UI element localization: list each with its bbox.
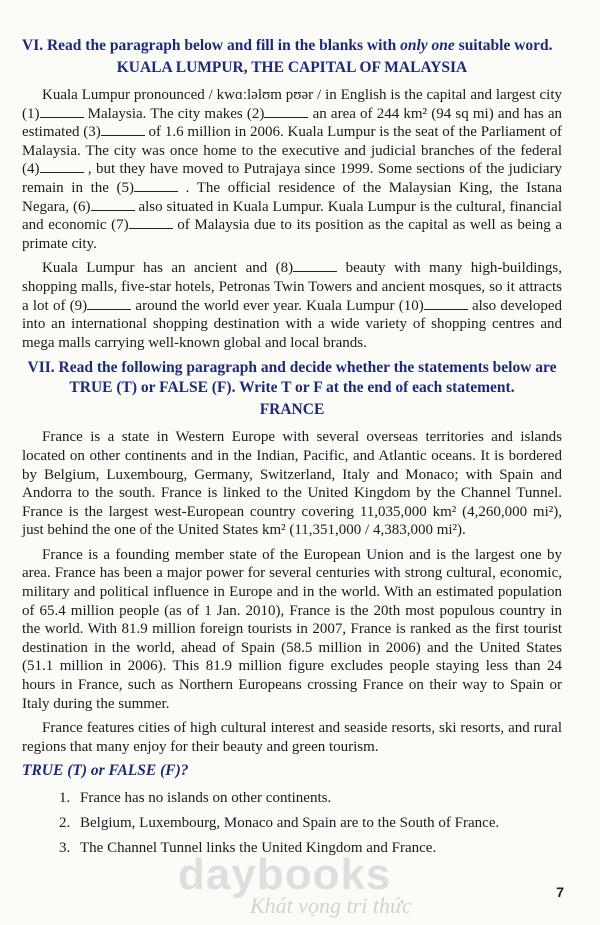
watermark-tagline: Khát vọng tri thức — [250, 893, 412, 918]
blank-6 — [91, 198, 135, 211]
text-run: of 1.6 million in 2006. Kuala Lumpur is the seat of the Parliament of Malaysia. The city was once home to the executive and judicial branches of the federal (4) — [22, 124, 562, 178]
section-6-title: KUALA LUMPUR, THE CAPITAL OF MALAYSIA — [116, 59, 468, 76]
watermark-brand: daybooks — [178, 850, 392, 899]
text-run: also developed into an international shopping destination with a wide variety of shopping centres and mega malls carrying well-known global and local brands. — [22, 297, 562, 351]
france-paragraph-3: France features cities of high cultural interest and seaside resorts, ski resorts, and rural regions that many enjoy for their beauty and green tourism. — [22, 720, 562, 755]
kl-paragraph-1 — [22, 86, 562, 253]
blank-5 — [134, 179, 178, 192]
france-paragraph-2: France is a founding member state of the European Union and is the largest one by area. France has been a major power for several centuries with strong cultural, economic, military and political influence in Europe and in the world. With an estimated population of 65.4 million people (as of 1 Jan. 2010), France is the 20th most populous country in the world. With 81.9 million foreign tourists in 2007, France is ranked as the first tourist destination in the world, ahead of Spain (58.5 million in 2006) and the United States (51.1 million in 2006). This 81.9 million figure excludes people staying less than 24 hours in France, such as Northern Europeans crossing France on their way to Spain or Italy during the summer. — [22, 546, 562, 712]
blank-9 — [87, 297, 131, 310]
statement-item: 3. The Channel Tunnel links the United Kingdom and France. — [74, 836, 562, 861]
heading-emphasis: only one — [400, 37, 455, 54]
section-7-heading: VII. Read the following paragraph and decide whether the statements below are TRUE (T) or FALSE (F). Write T or F at the end of each statement. — [27, 359, 557, 397]
blank-1 — [40, 105, 84, 118]
page-content — [22, 36, 562, 861]
blank-3 — [101, 123, 145, 136]
page-number: 7 — [556, 884, 564, 900]
blank-10 — [424, 297, 468, 310]
text-run: . The official residence of the Malaysian King, the Istana Negara, (6) — [22, 179, 562, 215]
statement-item: 1. France has no islands on other continents. — [74, 786, 562, 811]
blank-7 — [129, 216, 173, 229]
text-run: also situated in Kuala Lumpur. Kuala Lumpur is the cultural, financial and economic (7) — [22, 198, 562, 234]
heading-text: suitable word. — [454, 37, 553, 54]
section-7-title: FRANCE — [259, 401, 325, 419]
statement-item: 2. Belgium, Luxembourg, Monaco and Spain are to the South of France. — [74, 811, 562, 836]
text-run: Kuala Lumpur pronounced / kwɑːləlʊm pʊər / in English is the capital and largest city (1) — [22, 87, 562, 122]
text-run: of Malaysia due to its position as the capital as well as being a primate city. — [22, 217, 562, 252]
text-run: beauty with many high-buildings, shopping malls, five-star hotels, Petronas Twin Towers and ancient mosques, so it attracts a lot of (9) — [22, 260, 563, 314]
text-run: , but they have moved to Putrajaya since 1999. Some sections of the judiciary remain in the (5) — [22, 161, 562, 196]
blank-8 — [293, 259, 337, 272]
heading-text: VI. Read the paragraph below and fill in the blanks with — [22, 37, 401, 54]
text-run: Malaysia. The city makes (2) — [83, 105, 265, 122]
blank-4 — [40, 160, 84, 173]
true-false-heading: TRUE (T) or FALSE (F)? — [22, 762, 189, 780]
france-paragraph-1: France is a state in Western Europe with several overseas territories and islands located on other continents and in the Indian, Pacific, and Atlantic oceans. It is bordered by Belgium, Luxembourg, Germany, Switzerland, Italy and Monaco; with Spain and Andorra to the south. France is linked to the United Kingdom by the Channel Tunnel. France is the largest west-European country covering 11,035,000 km² (4,260,000 mi²), just behind the one of the United States km² (11,351,000 / 4,383,000 mi²). — [22, 429, 562, 539]
text-run: around the world ever year. Kuala Lumpur (10) — [131, 297, 424, 314]
kl-paragraph-2 — [22, 259, 562, 352]
blank-2 — [264, 105, 308, 118]
section-6-heading — [22, 36, 562, 56]
text-run: Kuala Lumpur has an ancient and (8) — [42, 260, 294, 277]
text-run: an area of 244 km² (94 sq mi) and has an estimated (3) — [22, 105, 562, 141]
